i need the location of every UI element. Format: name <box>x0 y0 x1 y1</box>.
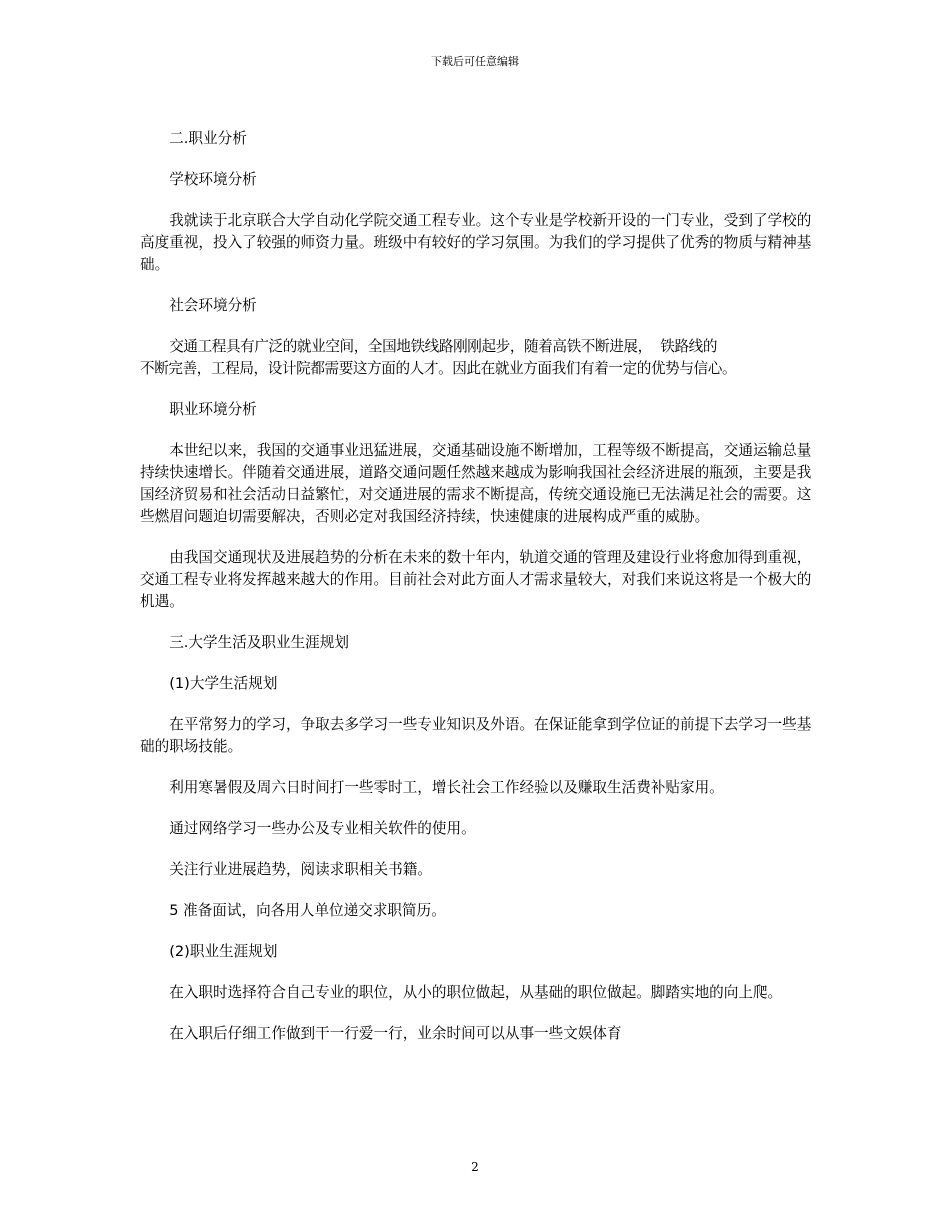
paragraph-college-plan-trends: 关注行业进展趋势，阅读求职相关书籍。 <box>169 861 432 878</box>
subheading-career-plan: (2)职业生涯规划 <box>169 943 278 960</box>
subheading-social-environment: 社会环境分析 <box>169 297 257 314</box>
paragraph-social-environment: 交通工程具有广泛的就业空间，全国地铁线路刚刚起步，随着高铁不断进展， 铁路线的 不断完善，工程局，设计院都需要这方面的人才。因此在就业方面我们有着一定的优势与信心。 <box>140 338 737 377</box>
subheading-college-life-plan: (1)大学生活规划 <box>169 675 278 692</box>
paragraph-career-environment-1: 本世纪以来，我国的交通事业迅猛进展，交通基础设施不断增加，工程等级不断提高，交通运输总量持续快速增长。伴随着交通进展，道路交通问题任然越来越成为影响我国社会经济进展的瓶颈，主要是我国经济贸易和社会活动日益繁忙，对交通进展的需求不断提高，传统交通设施已无法满足社会的需要。这些燃眉问题迫切需要解决，否则必定对我国经济持续，快速健康的进展构成严重的威胁。 <box>140 442 812 525</box>
document-body <box>140 128 812 1064</box>
paragraph-college-plan-software: 通过网络学习一些办公及专业相关软件的使用。 <box>169 820 476 837</box>
paragraph-college-plan-interview: 5 准备面试，向各用人单位递交求职简历。 <box>169 902 446 919</box>
section-heading-college-and-career-planning: 三.大学生活及职业生涯规划 <box>169 634 349 651</box>
paragraph-college-plan-study: 在平常努力的学习，争取去多学习一些专业知识及外语。在保证能拿到学位证的前提下去学习一些基础的职场技能。 <box>140 716 812 755</box>
paragraph-college-plan-part-time: 利用寒暑假及周六日时间打一些零时工，增长社会工作经验以及赚取生活费补贴家用。 <box>169 779 724 796</box>
section-heading-career-analysis: 二.职业分析 <box>169 130 247 147</box>
page-header: 下载后可任意编辑 <box>431 55 519 68</box>
page-number: 2 <box>471 1160 479 1174</box>
paragraph-school-environment: 我就读于北京联合大学自动化学院交通工程专业。这个专业是学校新开设的一门专业，受到了学校的高度重视，投入了较强的师资力量。班级中有较好的学习氛围。为我们的学习提供了优秀的物质与精神基础。 <box>140 212 812 273</box>
paragraph-career-plan-work: 在入职后仔细工作做到干一行爱一行，业余时间可以从事一些文娱体育 <box>169 1025 622 1042</box>
paragraph-career-environment-2: 由我国交通现状及进展趋势的分析在未来的数十年内，轨道交通的管理及建设行业将愈加得到重视，交通工程专业将发挥越来越大的作用。目前社会对此方面人才需求量较大，对我们来说这将是一个极大的机遇。 <box>140 549 812 610</box>
subheading-school-environment: 学校环境分析 <box>169 171 257 188</box>
paragraph-career-plan-entry: 在入职时选择符合自己专业的职位，从小的职位做起，从基础的职位做起。脚踏实地的向上爬。 <box>169 984 783 1001</box>
subheading-career-environment: 职业环境分析 <box>169 401 257 418</box>
